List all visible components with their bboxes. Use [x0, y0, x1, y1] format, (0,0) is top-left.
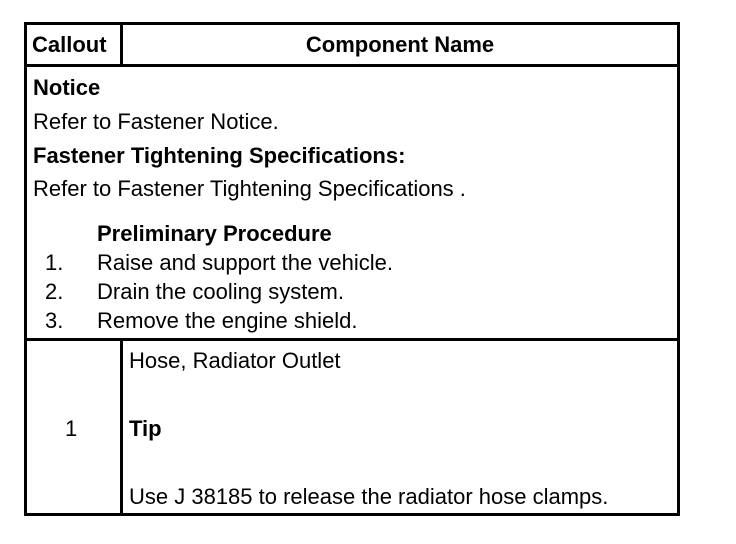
component-name: Hose, Radiator Outlet [129, 348, 341, 373]
callout-column-header: Callout [27, 25, 123, 64]
row-callout-cell [27, 341, 123, 513]
table-row [27, 341, 677, 513]
fastener-specs-text: Refer to Fastener Tightening Specifications . [33, 176, 466, 201]
preliminary-procedure-heading: Preliminary Procedure [97, 221, 332, 246]
table-header-row [27, 25, 677, 67]
step-text: Raise and support the vehicle. [97, 250, 393, 275]
step-text: Drain the cooling system. [97, 279, 344, 304]
component-table [24, 22, 680, 516]
tip-text: Use J 38185 to release the radiator hose clamps. [129, 484, 609, 509]
step-number: 2. [45, 279, 64, 304]
tip-heading: Tip [129, 416, 162, 441]
fastener-specs-heading: Fastener Tightening Specifications: [33, 143, 406, 168]
notice-text: Refer to Fastener Notice. [33, 109, 279, 134]
notes-section [27, 67, 677, 341]
notice-heading: Notice [33, 75, 101, 100]
component-name-column-header: Component Name [305, 32, 495, 57]
row-component-cell [123, 341, 677, 513]
step-number: 1. [45, 250, 64, 275]
callout-number: 1 [65, 416, 78, 441]
step-number: 3. [45, 308, 64, 333]
step-text: Remove the engine shield. [97, 308, 358, 333]
